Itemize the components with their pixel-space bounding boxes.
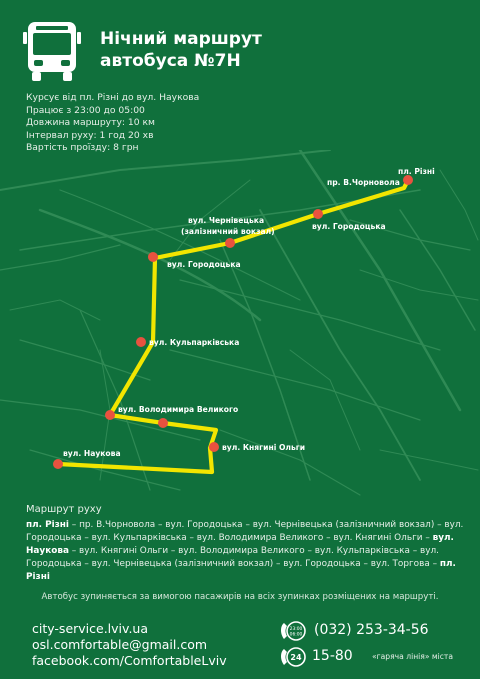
- stop-label-kniahyni-olhy: вул. Княгині Ольги: [222, 443, 306, 452]
- stop-label-ploshcha-rizni: пл. Різні: [398, 167, 435, 176]
- website-link[interactable]: city-service.lviv.ua: [32, 621, 149, 636]
- page-title: [100, 28, 262, 72]
- route-info: [26, 92, 199, 155]
- info-route-endpoints: Курсує від пл. Різні до вул. Наукова: [26, 92, 200, 103]
- title-line-2: автобуса №7Н: [100, 51, 241, 71]
- stop-label-naukova: вул. Наукова: [63, 449, 121, 458]
- phone-24-icon: [278, 646, 308, 670]
- stop-label-kulparkivska: вул. Кульпарківська: [149, 338, 240, 347]
- info-hours: Працює з 23:00 до 05:00: [26, 104, 145, 116]
- route-part-1: – пр. В.Чорновола – вул. Городоцька – вул. Чернівецька (залізничний вокзал) – вул. Городоцька – вул. Кульпарківська – вул. Володимира Великого – вул. Княгині Ольги –: [26, 520, 464, 543]
- stop-marker-3[interactable]: [225, 238, 235, 248]
- route-end: пл. Різні: [26, 559, 456, 582]
- title-line-1: Нічний маршрут: [100, 29, 262, 49]
- stop-marker-4[interactable]: [148, 252, 158, 262]
- route-map: [0, 150, 480, 500]
- stop-marker-6[interactable]: [105, 410, 115, 420]
- stop-marker-8[interactable]: [209, 442, 219, 452]
- stop-label-chornovola: пр. В.Чорновола: [327, 178, 400, 187]
- phone-number-2[interactable]: 15-80: [312, 648, 353, 664]
- svg-text:23:00: 23:00: [289, 627, 303, 632]
- info-fare: Вартість проїзду: 8 грн: [26, 142, 139, 154]
- stop-label-chernivetska-station: (залізничний вокзал): [181, 227, 275, 236]
- stop-marker-1[interactable]: [403, 175, 413, 185]
- info-interval: Інтервал руху: 1 год 20 хв: [26, 129, 154, 141]
- route-description: [26, 503, 466, 584]
- info-length: Довжина маршруту: 10 км: [26, 117, 155, 129]
- route-heading: Маршрут руху: [26, 504, 102, 515]
- contacts: [32, 621, 227, 669]
- hotline-label: «гаряча лінія» міста: [372, 652, 453, 661]
- stop-label-chernivetska: вул. Чернівецька: [188, 216, 265, 225]
- phone-number-1[interactable]: (032) 253-34-56: [314, 622, 429, 638]
- email-link[interactable]: osl.comfortable@gmail.com: [32, 637, 208, 652]
- route-text: [26, 519, 466, 584]
- stop-marker-5[interactable]: [136, 337, 146, 347]
- stop-marker-2[interactable]: [313, 209, 323, 219]
- stop-label-horodotska-2: вул. Городоцька: [167, 260, 241, 269]
- svg-text:24: 24: [290, 653, 302, 662]
- route-part-2: – вул. Княгині Ольги – вул. Володимира Великого – вул. Кульпарківська – вул. Городоцька – вул. Чернівецька (залізничний вокзал) – вул. Городоцька – вул. Торгова –: [26, 546, 440, 569]
- phone-clock-icon: [278, 620, 308, 644]
- stop-marker-7[interactable]: [158, 418, 168, 428]
- bus-icon: [22, 20, 82, 82]
- stop-label-volodymyra-velykoho: вул. Володимира Великого: [118, 405, 239, 414]
- route-turnaround: вул. Наукова: [26, 533, 454, 556]
- stop-marker-9[interactable]: [53, 459, 63, 469]
- svg-text:06:00: 06:00: [289, 632, 303, 638]
- facebook-link[interactable]: facebook.com/ComfortableLviv: [32, 653, 227, 668]
- route-start: пл. Різні: [26, 520, 69, 530]
- stop-on-request-note: Автобус зупиняється за вимогою пасажирів на всіх зупинках розміщених на маршруті.: [41, 592, 439, 602]
- stop-label-horodotska-1: вул. Городоцька: [312, 222, 386, 231]
